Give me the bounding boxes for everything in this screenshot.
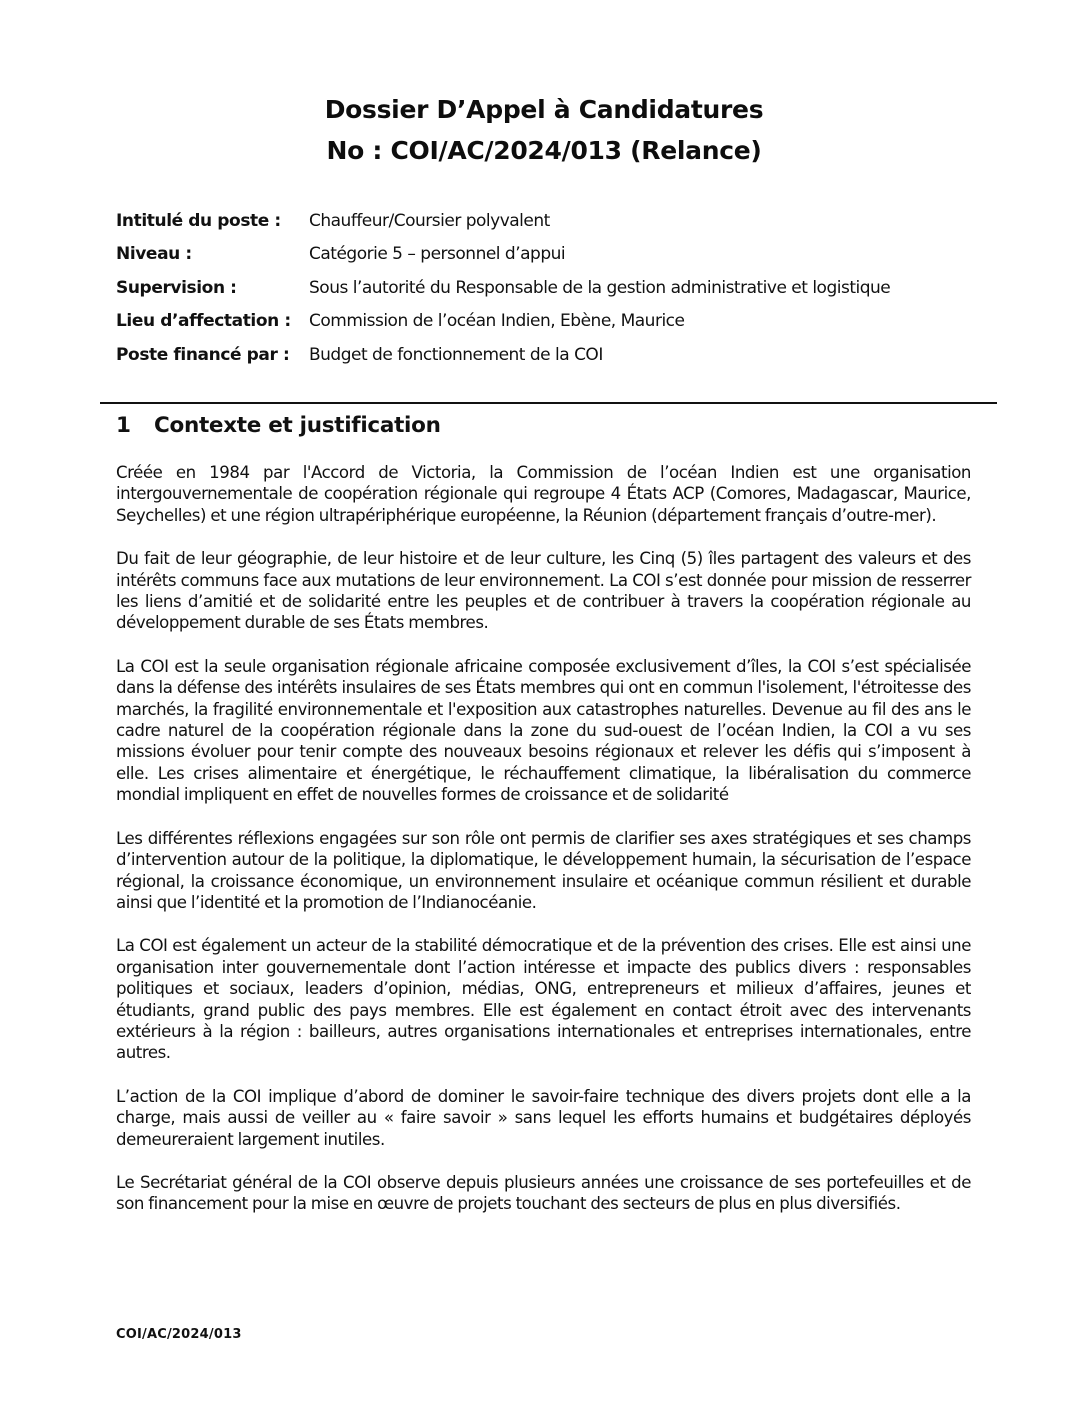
paragraph: Du fait de leur géographie, de leur histoire et de leur culture, les Cinq (5) îles partagent des valeurs et des intérêts communs face aux mutations de leur environnement. La COI s’est donnée pour mission de resserrer les liens d’amitié et de solidarité entre les peuples et de contribuer à travers la coopération régionale au développement durable de ses États membres. <box>116 549 971 633</box>
location-label: Lieu d’affectation : <box>116 311 291 332</box>
paragraph: Le Secrétariat général de la COI observe depuis plusieurs années une croissance de ses portefeuilles et de son financement pour la mise en œuvre de projets touchant des secteurs de plus en plus diversifiés. <box>116 1172 971 1214</box>
paragraph: Les différentes réflexions engagées sur son rôle ont permis de clarifier ses axes stratégiques et ses champs d’intervention autour de la politique, la diplomatique, le développement humain, la sécurisation de l’espace régional, la croissance économique, un environnement insulaire et océanique commun résilient et durable ainsi que l’identité et la promotion de l’Indianocéanie. <box>116 828 971 912</box>
section-body <box>116 462 971 1237</box>
funding-value: Budget de fonctionnement de la COI <box>309 344 603 365</box>
paragraph: L’action de la COI implique d’abord de dominer le savoir-faire technique des divers projets dont elle a la charge, mais aussi de veiller au « faire savoir » sans lequel les efforts humains et budgétaires déployés demeureraient largement inutiles. <box>116 1086 971 1149</box>
job-info-row <box>116 204 976 238</box>
supervision-label: Supervision : <box>116 277 237 298</box>
job-title-value: Chauffeur/Coursier polyvalent <box>309 210 550 231</box>
supervision-value: Sous l’autorité du Responsable de la gestion administrative et logistique <box>309 277 891 298</box>
location-value: Commission de l’océan Indien, Ebène, Maurice <box>309 311 685 332</box>
level-label: Niveau : <box>116 244 192 265</box>
job-title-label: Intitulé du poste : <box>116 210 281 231</box>
document-title: Dossier D’Appel à Candidatures <box>324 95 764 124</box>
level-value: Catégorie 5 – personnel d’appui <box>309 244 566 265</box>
section-heading <box>116 413 441 438</box>
section-title: Contexte et justification <box>154 413 441 438</box>
paragraph: La COI est la seule organisation régionale africaine composée exclusivement d’îles, la COI s’est spécialisée dans la défense des intérêts insulaires de ses États membres qui ont en commun l'isolement, l'étroitesse des marchés, la fragilité environnementale et l'exposition aux catastrophes naturelles. Devenue au fil des ans le cadre naturel de la coopération régionale dans la zone du sud-ouest de l’océan Indien, la COI a vu ses missions évoluer pour tenir compte des nouveaux besoins régionaux et relever les défis qui s’imposent à elle. Les crises alimentaire et énergétique, le réchauffement climatique, la libéralisation du commerce mondial impliquent en effet de nouvelles formes de croissance et de solidarité <box>116 656 971 805</box>
job-info-row <box>116 238 976 272</box>
paragraph: La COI est également un acteur de la stabilité démocratique et de la prévention des crises. Elle est ainsi une organisation inter gouvernementale dont l’action intéresse et impacte des publics divers : responsables politiques et sociaux, leaders d’opinion, médias, ONG, entrepreneurs et milieux d’affaires, jeunes et étudiants, grand public des pays membres. Elle est également en contact étroit avec des intervenants extérieurs à la région : bailleurs, autres organisations internationales et entreprises internationales, entre autres. <box>116 936 971 1063</box>
paragraph: Créée en 1984 par l'Accord de Victoria, la Commission de l’océan Indien est une organisation intergouvernementale de coopération régionale qui regroupe 4 États ACP (Comores, Madagascar, Maurice, Seychelles) et une région ultrapériphérique européenne, la Réunion (département français d’outre-mer). <box>116 463 971 525</box>
section-number: 1 <box>116 413 131 438</box>
page-footer-reference: COI/AC/2024/013 <box>116 1327 242 1342</box>
job-info-table <box>116 204 976 372</box>
document-reference-number: No : COI/AC/2024/013 (Relance) <box>326 136 762 165</box>
funding-label: Poste financé par : <box>116 344 290 365</box>
job-info-row <box>116 271 976 305</box>
job-info-row <box>116 338 976 372</box>
job-info-row <box>116 305 976 339</box>
section-divider <box>100 402 997 404</box>
